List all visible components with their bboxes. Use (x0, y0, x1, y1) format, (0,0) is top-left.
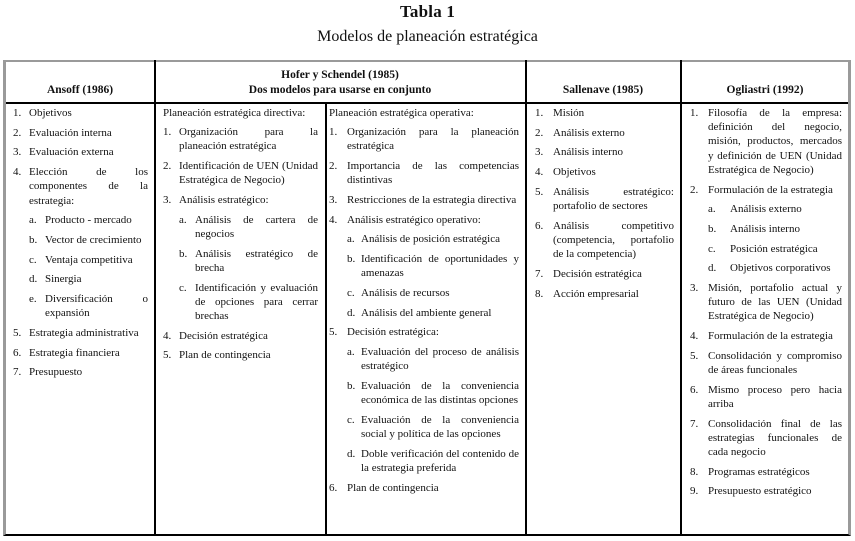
list-subitem (708, 261, 842, 275)
list-subitem-text: Análisis interno (730, 222, 800, 235)
list-item-number: 9. (690, 485, 699, 498)
list-item (690, 417, 842, 460)
list-item-text: Objetivos (29, 107, 72, 119)
list-subitem (29, 292, 148, 320)
list-subitem (347, 252, 519, 280)
list-subitem-text: Objetivos corporativos (730, 262, 831, 275)
list-item (13, 145, 148, 159)
list-item (535, 145, 674, 159)
header-ogliastri (681, 62, 849, 102)
list-item (13, 126, 148, 140)
list-item-number: 6. (329, 481, 338, 494)
list-subitem (29, 213, 148, 227)
list-subitem (179, 213, 318, 241)
column-divider (154, 60, 156, 536)
column-hofer-operativa (329, 106, 519, 500)
list-item-text: Consolidación final de las estrategias funcionales de cada negocio (708, 417, 842, 459)
list-item (13, 106, 148, 120)
list-item (13, 365, 148, 379)
header-ansoff (6, 62, 154, 102)
list-item-number: 6. (535, 219, 544, 232)
list-item-text: Misión (553, 107, 585, 119)
list-item (329, 125, 519, 153)
column-hofer-directiva (163, 106, 318, 368)
list-item-text: Importancia de las competencias distintivas (347, 160, 519, 187)
column-divider (680, 60, 682, 536)
table-number-title: Tabla 1 (399, 2, 456, 21)
list-item (535, 287, 674, 301)
list-subitem-letter: d. (347, 447, 356, 460)
list-subitem-letter: d. (29, 273, 38, 286)
list-item-text: Objetivos (553, 166, 596, 179)
list-subitem-text: Sinergia (45, 273, 82, 286)
list-item (163, 159, 318, 187)
list-item (535, 106, 674, 120)
list-item-number: 6. (13, 346, 22, 359)
list-item (13, 346, 148, 360)
list-item-number: 5. (329, 326, 338, 339)
list-subitem (347, 447, 519, 475)
list-subitem (29, 272, 148, 286)
header-ansoff-label: Ansoff (1986) (46, 84, 114, 96)
list-subitem-text: Análisis externo (730, 203, 802, 216)
list-item-text: Decisión estratégica (553, 267, 642, 280)
list-item (535, 165, 674, 179)
list-item-number: 5. (690, 349, 699, 362)
list-item-number: 1. (163, 126, 172, 139)
header-hofer-sublabel: Dos modelos para usarse en conjunto (248, 84, 432, 96)
list-item-text: Mismo proceso pero hacia arriba (708, 383, 842, 410)
list-subitem-letter: d. (708, 262, 717, 275)
list-item-number: 2. (329, 160, 338, 173)
list-item (690, 465, 842, 479)
list-subitem-letter: c. (708, 242, 716, 255)
list-item (535, 267, 674, 281)
list-item-text: Organización para la planeación estratégica (179, 126, 318, 153)
list-subitem (347, 286, 519, 300)
list-subitem-text: Evaluación de la conveniencia económica de las distintas opciones (361, 380, 519, 407)
list-item-text: Misión, portafolio actual y futuro de las UEN (Unidad Estratégica de Negocio) (708, 282, 842, 323)
column-divider (525, 60, 527, 536)
list-subitem-letter: e. (29, 293, 37, 306)
list-item-number: 8. (535, 287, 544, 300)
list-item (163, 193, 318, 207)
column-ansoff (13, 106, 148, 385)
list-subitem-letter: c. (347, 413, 355, 426)
list-item (163, 125, 318, 153)
list-item-text: Decisión estratégica: (347, 326, 439, 339)
list-item-text: Análisis estratégico operativo: (347, 213, 481, 226)
list-item (329, 325, 519, 339)
header-hofer-label: Hofer y Schendel (1985) (281, 69, 399, 81)
list-item-number: 3. (163, 194, 172, 207)
list-subitem-text: Análisis del ambiente general (361, 306, 492, 319)
list-item-text: Filosofía de la empresa: definición del negocio, misión, productos, mercados y definición de UEN (Unidad Estratégica de Negocio) (708, 107, 842, 176)
list-item-number: 4. (690, 330, 699, 343)
header-ogliastri-label: Ogliastri (1992) (726, 84, 804, 96)
list-item (690, 106, 842, 177)
list-subitem-text: Análisis de cartera de negocios (195, 213, 318, 240)
models-table (3, 60, 851, 536)
list-item-number: 1. (690, 107, 699, 119)
list-subitem (29, 253, 148, 267)
list-subitem-letter: b. (29, 233, 38, 246)
list-item-text: Análisis estratégico: (179, 194, 269, 207)
list-item-number: 8. (690, 465, 699, 478)
list-subitem-letter: d. (347, 306, 356, 319)
list-item-text: Plan de contingencia (347, 481, 439, 494)
list-item-number: 3. (535, 146, 544, 159)
list-item-text: Evaluación interna (29, 126, 112, 139)
list-subitem (179, 281, 318, 324)
list-subitem (708, 242, 842, 256)
list-subitem-letter: a. (347, 233, 355, 246)
list-item-number: 5. (163, 349, 172, 362)
list-subitem-text: Evaluación del proceso de análisis estratégico (361, 346, 519, 373)
list-subitem-text: Diversificación o expansión (45, 293, 148, 320)
list-item-number: 1. (329, 126, 338, 139)
header-sallenave (526, 62, 680, 102)
list-subitem-text: Identificación y evaluación de opciones para cerrar brechas (195, 281, 318, 322)
list-item-text: Análisis externo (553, 126, 625, 139)
list-item-number: 1. (13, 107, 22, 119)
list-item-text: Formulación de la estrategia (708, 183, 833, 196)
list-item-text: Plan de contingencia (179, 349, 271, 362)
section-lead: Planeación estratégica operativa: (329, 107, 474, 119)
list-item (690, 349, 842, 377)
header-hofer (155, 62, 525, 102)
list-subitem (29, 233, 148, 247)
list-item (163, 329, 318, 343)
list-item-text: Restricciones de la estrategia directiva (347, 194, 517, 207)
list-item (690, 329, 842, 343)
list-item-text: Evaluación externa (29, 146, 114, 159)
list-item-number: 2. (163, 160, 172, 173)
header-sallenave-label: Sallenave (1985) (562, 84, 644, 96)
list-item-text: Identificación de UEN (Unidad Estratégica de Negocio) (179, 160, 318, 187)
list-item-number: 1. (535, 107, 544, 119)
list-item-text: Estrategia administrativa (29, 326, 139, 339)
list-subitem (347, 345, 519, 373)
list-item (13, 165, 148, 208)
list-item-number: 2. (13, 126, 22, 139)
list-item-number: 3. (13, 146, 22, 159)
list-subitem-letter: c. (347, 287, 355, 300)
list-subitem-text: Identificación de oportunidades y amenazas (361, 253, 519, 280)
list-item (535, 185, 674, 213)
list-subitem (347, 413, 519, 441)
section-lead: Planeación estratégica directiva: (163, 107, 306, 119)
list-item (535, 219, 674, 262)
list-subitem-text: Doble verificación del contenido de la estrategia preferida (361, 447, 519, 475)
list-item-text: Análisis competitivo (competencia, portafolio de la competencia) (553, 219, 674, 261)
list-item-number: 7. (535, 267, 544, 280)
list-item-number: 2. (690, 183, 699, 196)
list-subitem-text: Análisis estratégico de brecha (195, 247, 318, 274)
list-item-number: 5. (13, 326, 22, 339)
list-item (329, 481, 519, 495)
list-subitem-text: Producto - mercado (45, 214, 132, 227)
list-item-number: 4. (163, 329, 172, 342)
list-subitem (708, 202, 842, 216)
list-subitem-text: Evaluación de la conveniencia social y política de las opciones (361, 413, 519, 441)
list-subitem-text: Análisis de posición estratégica (361, 233, 500, 246)
list-item-text: Estrategia financiera (29, 346, 120, 359)
list-subitem-letter: c. (179, 281, 187, 294)
list-item-text: Elección de los componentes de la estrategia: (29, 166, 148, 207)
list-item-text: Presupuesto estratégico (708, 485, 812, 498)
list-item-number: 3. (329, 194, 338, 207)
list-subitem (347, 379, 519, 407)
list-subitem-text: Posición estratégica (730, 242, 818, 255)
list-subitem-letter: b. (708, 222, 717, 235)
list-item-text: Decisión estratégica (179, 329, 268, 342)
list-item-number: 4. (535, 166, 544, 179)
list-subitem-letter: b. (347, 253, 356, 266)
list-subitem-letter: a. (179, 213, 187, 226)
list-item-text: Organización para la planeación estratégica (347, 126, 519, 153)
list-item (690, 281, 842, 324)
list-subitem-text: Análisis de recursos (361, 287, 450, 300)
list-item (690, 484, 842, 498)
list-item (329, 213, 519, 227)
list-item-number: 6. (690, 383, 699, 396)
list-item (163, 348, 318, 362)
list-item (329, 159, 519, 187)
list-item-number: 7. (690, 417, 699, 430)
header-divider (6, 102, 848, 104)
list-subitem (179, 247, 318, 275)
list-subitem-letter: a. (29, 214, 37, 227)
list-item-text: Análisis interno (553, 146, 623, 159)
list-item-text: Consolidación y compromiso de áreas funcionales (708, 349, 842, 377)
list-item-text: Formulación de la estrategia (708, 330, 833, 343)
column-sallenave (535, 106, 674, 306)
list-item-number: 5. (535, 185, 544, 198)
list-subitem-letter: c. (29, 253, 37, 266)
list-item-text: Presupuesto (29, 366, 83, 379)
list-item-number: 4. (13, 166, 22, 179)
list-item (690, 383, 842, 411)
list-subitem-letter: b. (347, 380, 356, 393)
list-item (13, 326, 148, 340)
subcolumn-divider (325, 104, 327, 536)
list-subitem-letter: a. (708, 203, 716, 216)
list-item-number: 4. (329, 213, 338, 226)
list-subitem-letter: b. (179, 247, 188, 260)
list-item-text: Análisis estratégico: portafolio de sectores (553, 185, 674, 213)
list-item (690, 183, 842, 197)
list-subitem (347, 232, 519, 246)
list-subitem (708, 222, 842, 236)
list-item (535, 126, 674, 140)
list-item-text: Acción empresarial (553, 287, 639, 300)
list-item-number: 3. (690, 282, 699, 295)
list-item (329, 193, 519, 207)
list-subitem-text: Ventaja competitiva (45, 253, 133, 266)
list-subitem-letter: a. (347, 346, 355, 359)
list-item-number: 7. (13, 366, 22, 379)
list-item-number: 2. (535, 126, 544, 139)
column-ogliastri (690, 106, 842, 504)
list-subitem-text: Vector de crecimiento (45, 233, 142, 246)
list-subitem (347, 306, 519, 320)
list-item-text: Programas estratégicos (708, 465, 810, 478)
table-caption: Modelos de planeación estratégica (317, 28, 538, 45)
